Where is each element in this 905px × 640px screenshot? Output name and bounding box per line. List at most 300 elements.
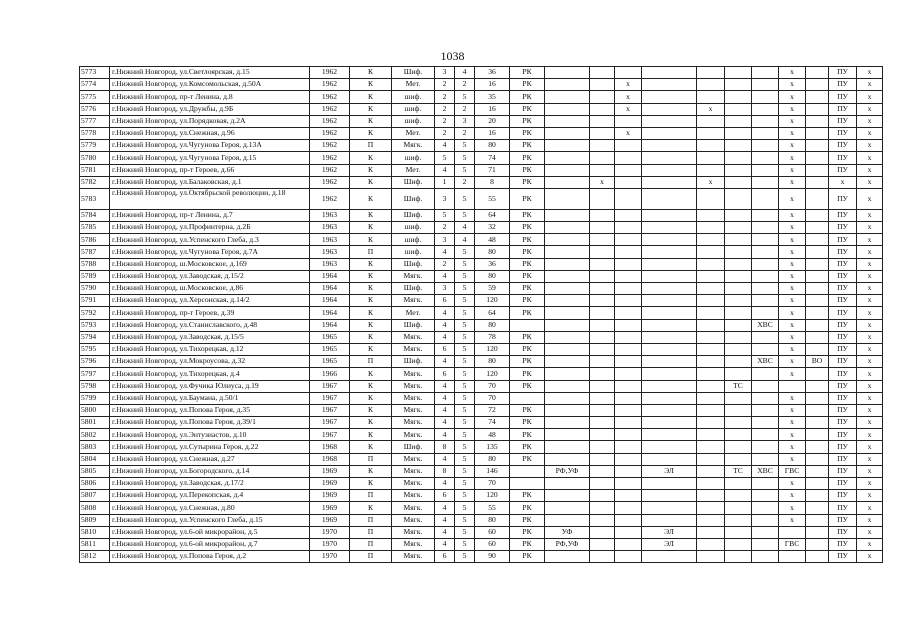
table-cell	[615, 331, 642, 343]
table-cell: 5	[455, 295, 475, 307]
table-cell: ПУ	[829, 478, 857, 490]
table-cell	[725, 164, 752, 176]
table-cell: РК	[510, 140, 545, 152]
row-number-cell: 5804	[80, 453, 110, 465]
table-cell: П	[350, 514, 392, 526]
table-cell: х	[857, 404, 883, 416]
table-cell: ПУ	[829, 307, 857, 319]
table-cell: 55	[475, 188, 510, 209]
table-cell: ХВС	[752, 356, 779, 368]
table-cell: 1	[435, 176, 455, 188]
table-cell	[779, 551, 806, 563]
table-cell	[752, 115, 779, 127]
table-cell: П	[350, 526, 392, 538]
table-cell	[806, 514, 829, 526]
table-cell	[590, 441, 615, 453]
address-cell: г.Нижний Новгород, ул.Заводская, д.15/5	[110, 331, 310, 343]
table-cell: х	[857, 127, 883, 139]
table-cell	[545, 79, 590, 91]
table-cell: ПУ	[829, 502, 857, 514]
table-cell: 5	[455, 490, 475, 502]
table-cell: К	[350, 222, 392, 234]
table-cell	[590, 404, 615, 416]
table-cell	[752, 331, 779, 343]
table-cell: х	[779, 453, 806, 465]
table-cell: 1969	[310, 490, 350, 502]
table-cell: К	[350, 380, 392, 392]
table-cell	[806, 209, 829, 221]
table-cell	[590, 526, 615, 538]
table-cell: 5	[455, 404, 475, 416]
row-number-cell: 5775	[80, 91, 110, 103]
table-cell: 4	[435, 246, 455, 258]
table-cell	[590, 127, 615, 139]
table-cell	[697, 79, 725, 91]
table-cell: х	[779, 79, 806, 91]
table-row	[80, 209, 883, 221]
table-cell	[725, 417, 752, 429]
table-cell: 5	[455, 140, 475, 152]
table-cell	[752, 478, 779, 490]
table-cell: К	[350, 368, 392, 380]
table-cell	[697, 429, 725, 441]
table-cell	[615, 246, 642, 258]
table-cell	[590, 478, 615, 490]
row-number-cell: 5773	[80, 67, 110, 79]
table-cell	[806, 538, 829, 550]
table-cell	[752, 67, 779, 79]
table-cell	[590, 246, 615, 258]
table-cell	[545, 331, 590, 343]
row-number-cell: 5794	[80, 331, 110, 343]
table-row	[80, 79, 883, 91]
table-cell	[806, 343, 829, 355]
table-cell: 2	[435, 127, 455, 139]
table-cell: х	[779, 67, 806, 79]
table-cell: 60	[475, 538, 510, 550]
table-row	[80, 258, 883, 270]
table-cell	[642, 307, 697, 319]
table-cell	[590, 331, 615, 343]
table-row	[80, 103, 883, 115]
table-cell	[545, 441, 590, 453]
table-cell: 4	[435, 429, 455, 441]
table-cell: К	[350, 188, 392, 209]
table-cell: х	[779, 295, 806, 307]
table-cell: 2	[455, 103, 475, 115]
table-cell	[752, 270, 779, 282]
table-row	[80, 115, 883, 127]
table-cell	[806, 91, 829, 103]
table-cell	[545, 392, 590, 404]
table-cell: К	[350, 478, 392, 490]
table-cell	[725, 79, 752, 91]
table-cell: 120	[475, 490, 510, 502]
table-cell	[590, 538, 615, 550]
table-cell	[806, 417, 829, 429]
table-cell: ПУ	[829, 91, 857, 103]
table-cell	[545, 127, 590, 139]
table-cell: 4	[435, 140, 455, 152]
table-cell: 1969	[310, 465, 350, 477]
table-cell	[697, 283, 725, 295]
table-cell	[590, 356, 615, 368]
table-cell	[590, 91, 615, 103]
table-cell: 64	[475, 209, 510, 221]
table-cell: х	[779, 127, 806, 139]
table-cell: 5	[455, 270, 475, 282]
table-cell	[590, 514, 615, 526]
table-cell	[725, 514, 752, 526]
address-cell: г.Нижний Новгород, ул.Тихорецкая, д.4	[110, 368, 310, 380]
table-cell: Шиф.	[392, 441, 435, 453]
table-cell	[545, 176, 590, 188]
table-cell: 6	[435, 551, 455, 563]
table-cell	[697, 404, 725, 416]
table-cell: 60	[475, 526, 510, 538]
table-cell	[697, 91, 725, 103]
table-cell	[590, 103, 615, 115]
table-cell: х	[857, 514, 883, 526]
table-cell: х	[857, 526, 883, 538]
table-row	[80, 343, 883, 355]
table-cell: 6	[435, 295, 455, 307]
table-cell	[615, 417, 642, 429]
table-cell: ПУ	[829, 343, 857, 355]
row-number-cell: 5808	[80, 502, 110, 514]
table-cell: ПУ	[829, 222, 857, 234]
table-cell: х	[779, 258, 806, 270]
table-cell: РК	[510, 152, 545, 164]
table-cell: шиф.	[392, 115, 435, 127]
row-number-cell: 5809	[80, 514, 110, 526]
table-cell	[752, 209, 779, 221]
table-cell: шиф.	[392, 103, 435, 115]
table-cell: 5	[455, 392, 475, 404]
table-cell	[697, 356, 725, 368]
table-cell: Шиф.	[392, 319, 435, 331]
table-cell: 1969	[310, 514, 350, 526]
table-cell: Мягк.	[392, 490, 435, 502]
row-number-cell: 5798	[80, 380, 110, 392]
table-cell	[590, 140, 615, 152]
table-cell: 5	[455, 465, 475, 477]
table-cell: 1964	[310, 270, 350, 282]
table-cell	[615, 115, 642, 127]
table-cell: х	[857, 417, 883, 429]
table-cell: К	[350, 234, 392, 246]
table-row	[80, 429, 883, 441]
table-cell: РК	[510, 356, 545, 368]
table-cell: 5	[455, 380, 475, 392]
row-number-cell: 5787	[80, 246, 110, 258]
row-number-cell: 5805	[80, 465, 110, 477]
table-cell: РК	[510, 234, 545, 246]
row-number-cell: 5786	[80, 234, 110, 246]
table-cell: РК	[510, 380, 545, 392]
table-cell: 2	[435, 103, 455, 115]
table-cell	[725, 152, 752, 164]
table-cell: 5	[435, 152, 455, 164]
table-cell	[510, 319, 545, 331]
table-cell	[545, 91, 590, 103]
table-cell: 120	[475, 343, 510, 355]
table-cell	[806, 234, 829, 246]
table-cell	[806, 140, 829, 152]
table-cell	[642, 140, 697, 152]
table-cell: К	[350, 429, 392, 441]
table-cell: 70	[475, 380, 510, 392]
address-cell: г.Нижний Новгород, ул.Светлоярская, д.15	[110, 67, 310, 79]
table-cell: 5	[455, 429, 475, 441]
table-cell	[697, 246, 725, 258]
table-cell	[697, 343, 725, 355]
table-cell: 5	[455, 307, 475, 319]
table-cell: 120	[475, 295, 510, 307]
table-cell	[510, 478, 545, 490]
table-cell	[752, 188, 779, 209]
table-cell	[752, 258, 779, 270]
table-row	[80, 331, 883, 343]
table-cell	[642, 490, 697, 502]
table-cell: х	[779, 270, 806, 282]
table-cell: РК	[510, 79, 545, 91]
table-cell: х	[779, 392, 806, 404]
table-cell	[806, 270, 829, 282]
table-cell	[590, 490, 615, 502]
table-cell	[590, 234, 615, 246]
table-cell: 55	[475, 502, 510, 514]
row-number-cell: 5780	[80, 152, 110, 164]
address-cell: г.Нижний Новгород, ул.Перекопская, д.4	[110, 490, 310, 502]
table-cell: К	[350, 319, 392, 331]
table-cell: Шиф.	[392, 283, 435, 295]
address-cell: г.Нижний Новгород, ул.Профинтерна, д.2Б	[110, 222, 310, 234]
table-cell: 36	[475, 258, 510, 270]
table-row	[80, 490, 883, 502]
table-cell	[642, 478, 697, 490]
table-cell: 1962	[310, 152, 350, 164]
table-body	[80, 67, 883, 563]
table-cell: 70	[475, 392, 510, 404]
table-cell	[752, 103, 779, 115]
table-cell	[697, 140, 725, 152]
table-cell	[545, 246, 590, 258]
table-cell: Шиф.	[392, 356, 435, 368]
table-cell: РК	[510, 514, 545, 526]
table-cell: 80	[475, 319, 510, 331]
table-cell: 1963	[310, 222, 350, 234]
table-cell: РК	[510, 258, 545, 270]
table-cell	[697, 127, 725, 139]
table-cell	[545, 380, 590, 392]
table-cell: шиф.	[392, 152, 435, 164]
table-cell	[806, 176, 829, 188]
table-cell	[806, 502, 829, 514]
table-cell	[725, 478, 752, 490]
table-cell: РК	[510, 404, 545, 416]
table-row	[80, 441, 883, 453]
table-cell	[590, 188, 615, 209]
table-cell: 5	[455, 368, 475, 380]
table-cell: х	[779, 222, 806, 234]
table-cell	[590, 270, 615, 282]
table-cell: 1962	[310, 188, 350, 209]
table-cell: Мягк.	[392, 343, 435, 355]
table-cell	[545, 404, 590, 416]
table-cell	[697, 478, 725, 490]
table-cell: 5	[455, 356, 475, 368]
row-number-cell: 5784	[80, 209, 110, 221]
table-cell: РФ,УФ	[545, 538, 590, 550]
table-cell: 72	[475, 404, 510, 416]
table-cell: 5	[455, 526, 475, 538]
table-cell: х	[857, 331, 883, 343]
table-cell: х	[779, 176, 806, 188]
row-number-cell: 5806	[80, 478, 110, 490]
row-number-cell: 5802	[80, 429, 110, 441]
row-number-cell: 5782	[80, 176, 110, 188]
table-cell: шиф.	[392, 234, 435, 246]
table-cell	[697, 319, 725, 331]
table-cell: 4	[435, 514, 455, 526]
table-cell: ПУ	[829, 140, 857, 152]
table-cell: 4	[435, 417, 455, 429]
table-cell: ПУ	[829, 319, 857, 331]
table-cell: х	[857, 551, 883, 563]
table-cell: 1967	[310, 429, 350, 441]
table-cell	[642, 67, 697, 79]
table-cell	[545, 551, 590, 563]
table-cell	[590, 115, 615, 127]
table-cell: РК	[510, 551, 545, 563]
table-cell: 5	[455, 441, 475, 453]
table-cell	[545, 514, 590, 526]
table-cell	[725, 319, 752, 331]
table-cell: х	[779, 234, 806, 246]
table-cell	[806, 103, 829, 115]
table-cell	[642, 188, 697, 209]
table-cell	[590, 258, 615, 270]
table-cell: К	[350, 79, 392, 91]
table-cell: К	[350, 258, 392, 270]
table-cell	[725, 392, 752, 404]
table-cell: х	[779, 246, 806, 258]
table-cell	[590, 319, 615, 331]
table-cell	[806, 283, 829, 295]
table-cell: 1965	[310, 356, 350, 368]
table-cell	[697, 514, 725, 526]
table-cell: х	[857, 270, 883, 282]
table-cell	[725, 258, 752, 270]
table-cell: 2	[455, 127, 475, 139]
table-cell: К	[350, 67, 392, 79]
table-cell	[725, 103, 752, 115]
table-cell: 6	[435, 368, 455, 380]
table-cell: 48	[475, 429, 510, 441]
table-cell: 35	[475, 91, 510, 103]
table-cell: Мягк.	[392, 270, 435, 282]
table-cell	[590, 283, 615, 295]
table-cell	[590, 209, 615, 221]
table-cell	[725, 140, 752, 152]
table-cell	[545, 188, 590, 209]
table-cell: х	[779, 343, 806, 355]
table-cell: х	[857, 453, 883, 465]
address-cell: г.Нижний Новгород, ул.Комсомольская, д.50А	[110, 79, 310, 91]
table-cell	[697, 551, 725, 563]
address-cell: г.Нижний Новгород, ул.Попова Героя, д.2	[110, 551, 310, 563]
table-cell: 5	[455, 283, 475, 295]
table-cell: 1964	[310, 319, 350, 331]
table-cell	[725, 115, 752, 127]
table-cell	[806, 392, 829, 404]
table-cell	[615, 307, 642, 319]
table-cell: 4	[455, 234, 475, 246]
table-cell: 2	[435, 115, 455, 127]
table-cell: 135	[475, 441, 510, 453]
row-number-cell: 5793	[80, 319, 110, 331]
table-cell	[697, 152, 725, 164]
table-cell: 5	[455, 417, 475, 429]
table-cell: РК	[510, 103, 545, 115]
table-cell	[806, 380, 829, 392]
table-cell	[752, 417, 779, 429]
table-cell: х	[779, 356, 806, 368]
table-cell: К	[350, 295, 392, 307]
row-number-cell: 5779	[80, 140, 110, 152]
table-cell	[697, 258, 725, 270]
table-cell	[642, 441, 697, 453]
table-cell: 4	[435, 356, 455, 368]
address-cell: г.Нижний Новгород, ул.Снежная, д.96	[110, 127, 310, 139]
table-cell: П	[350, 551, 392, 563]
table-cell	[725, 538, 752, 550]
table-cell: х	[857, 478, 883, 490]
table-cell: ПУ	[829, 392, 857, 404]
table-cell: х	[857, 79, 883, 91]
table-cell: ПУ	[829, 188, 857, 209]
table-cell: ПУ	[829, 270, 857, 282]
table-cell: П	[350, 490, 392, 502]
table-cell: Мягк.	[392, 453, 435, 465]
row-number-cell: 5778	[80, 127, 110, 139]
table-cell	[615, 222, 642, 234]
address-cell: г.Нижний Новгород, ш.Московское, д.169	[110, 258, 310, 270]
table-cell: х	[779, 502, 806, 514]
table-cell: 3	[435, 188, 455, 209]
table-cell	[697, 526, 725, 538]
table-cell	[545, 307, 590, 319]
table-cell: х	[857, 283, 883, 295]
address-cell: г.Нижний Новгород, ул.Снежная, д.27	[110, 453, 310, 465]
table-row	[80, 152, 883, 164]
table-row	[80, 514, 883, 526]
table-cell: Мягк.	[392, 392, 435, 404]
table-cell	[615, 478, 642, 490]
table-cell: РФ,УФ	[545, 465, 590, 477]
table-cell	[642, 356, 697, 368]
table-cell: х	[779, 441, 806, 453]
table-cell	[642, 319, 697, 331]
row-number-cell: 5795	[80, 343, 110, 355]
table-cell: ПУ	[829, 429, 857, 441]
table-cell	[642, 152, 697, 164]
table-cell	[545, 478, 590, 490]
table-cell: Шиф.	[392, 176, 435, 188]
table-cell: 1962	[310, 176, 350, 188]
table-cell	[752, 152, 779, 164]
